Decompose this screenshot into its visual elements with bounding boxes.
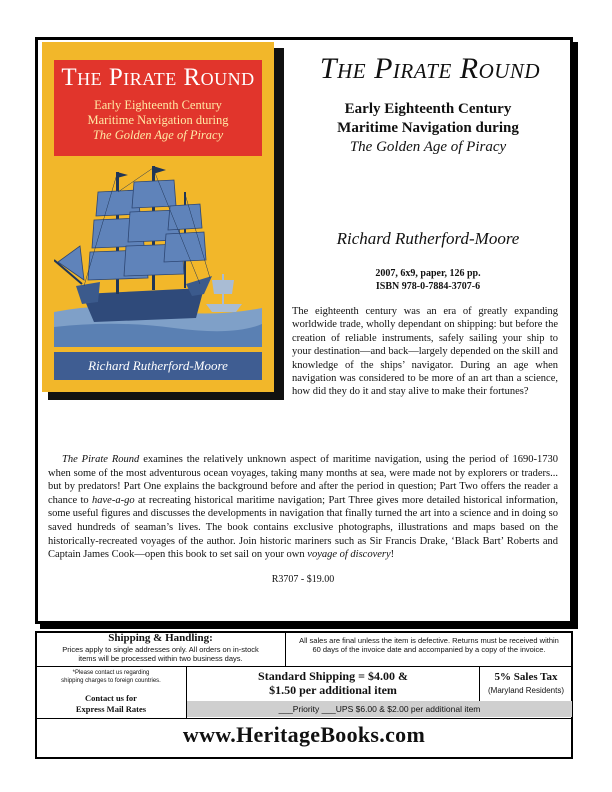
- description-end: !: [390, 549, 395, 561]
- foreign-shipping-note: [37, 670, 185, 685]
- standard-shipping-line1: Standard Shipping = $4.00 &: [258, 669, 408, 683]
- divider: [37, 718, 571, 719]
- sales-tax-rate: 5% Sales Tax: [494, 671, 558, 683]
- book-details: [300, 267, 556, 293]
- description-paragraph-2: [48, 453, 558, 562]
- express-line2: Express Mail Rates: [75, 704, 147, 714]
- shipping-note-line1: Prices apply to single addresses only. All orders on in-stock: [62, 645, 259, 654]
- book-subtitle-line1: Early Eighteenth Century: [344, 101, 512, 117]
- description-have-a-go: have-a-go: [92, 494, 135, 506]
- foreign-line2: shipping charges to foreign countries.: [61, 677, 161, 684]
- shipping-note: [40, 645, 281, 663]
- book-author: Richard Rutherford-Moore: [336, 229, 520, 248]
- cover-subtitle: [54, 98, 262, 143]
- price: R3707 - $19.00: [271, 574, 335, 585]
- cover-author: Richard Rutherford-Moore: [88, 358, 228, 373]
- description-voyage: voyage of discovery: [307, 549, 391, 561]
- sales-tax: [481, 670, 571, 698]
- description-text-b: at recreating historical maritime navigation; Part Three gives more detailed historical information, some useful figures and discusses the developments in navigation that finally turned the art into a science and in doing so saved hundreds of seaman’s lives. The book contains exclusive photographs, illustrations and maps based on the historically-recreated voyages of the author. Join historic mariners such as Sir Francis Drake, ‘Black Bart’ Roberts and Captain James Cook—open this book to set sail on your own: [48, 494, 558, 561]
- cover-subtitle-line1: Early Eighteenth Century: [94, 98, 222, 112]
- shipping-options: ___Priority ___UPS $6.00 & $2.00 per additional item: [278, 704, 481, 714]
- divider: [285, 632, 286, 666]
- cover-ship-illustration: [54, 162, 262, 347]
- divider: [479, 666, 480, 701]
- returns-policy: [287, 636, 571, 654]
- divider: [37, 666, 571, 667]
- book-subtitle: [300, 100, 556, 157]
- book-title: The Pirate Round: [319, 52, 541, 85]
- description-text-a: examines the relatively unknown aspect of maritime navigation, using the period of 1690-1730 when some of the most adventurous ocean voyages, taking many months at sea, were made not by explorers or traders... but by predators! Part One explains the background before and after the period in question; Part Two offers the reader a chance to: [48, 454, 558, 506]
- description-paragraph-1: The eighteenth century was an era of greatly expanding worldwide trade, wholly dependant on shipping: but before the creation of reliable instruments, safely sailing your ship to your destination—and back—largely depended on the skill and knowledge of the ships’ navigator. During an age when navigation was considered to be more of an art than a science, how did they do it and stay alive to make their fortunes?: [292, 306, 558, 398]
- book-details-format: 2007, 6x9, paper, 126 pp.: [375, 268, 481, 279]
- website-link[interactable]: www.HeritageBooks.com: [182, 722, 426, 747]
- book-details-isbn: ISBN 978-0-7884-3707-6: [375, 281, 481, 292]
- shipping-note-line2: items will be processed within two business days.: [78, 654, 243, 663]
- book-subtitle-line3: The Golden Age of Piracy: [349, 139, 507, 155]
- standard-shipping-line2: $1.50 per additional item: [269, 683, 397, 697]
- foreign-line1: *Please contact us regarding: [72, 670, 150, 676]
- description-book-title: The Pirate Round: [62, 454, 140, 465]
- cover-subtitle-line3: The Golden Age of Piracy: [92, 128, 224, 142]
- express-line1: Contact us for: [85, 693, 137, 703]
- cover-title: The Pirate Round: [61, 64, 255, 91]
- standard-shipping: [188, 669, 478, 697]
- book-subtitle-line2: Maritime Navigation during: [337, 120, 519, 136]
- express-mail-note: [37, 693, 185, 715]
- returns-line1: All sales are final unless the item is defective. Returns must be received within: [299, 636, 559, 645]
- shipping-title: Shipping & Handling:: [108, 632, 213, 644]
- returns-line2: 60 days of the invoice date and accompanied by a copy of the invoice.: [312, 645, 546, 654]
- cover-subtitle-line2: Maritime Navigation during: [87, 113, 229, 127]
- sales-tax-region: (Maryland Residents): [487, 686, 565, 695]
